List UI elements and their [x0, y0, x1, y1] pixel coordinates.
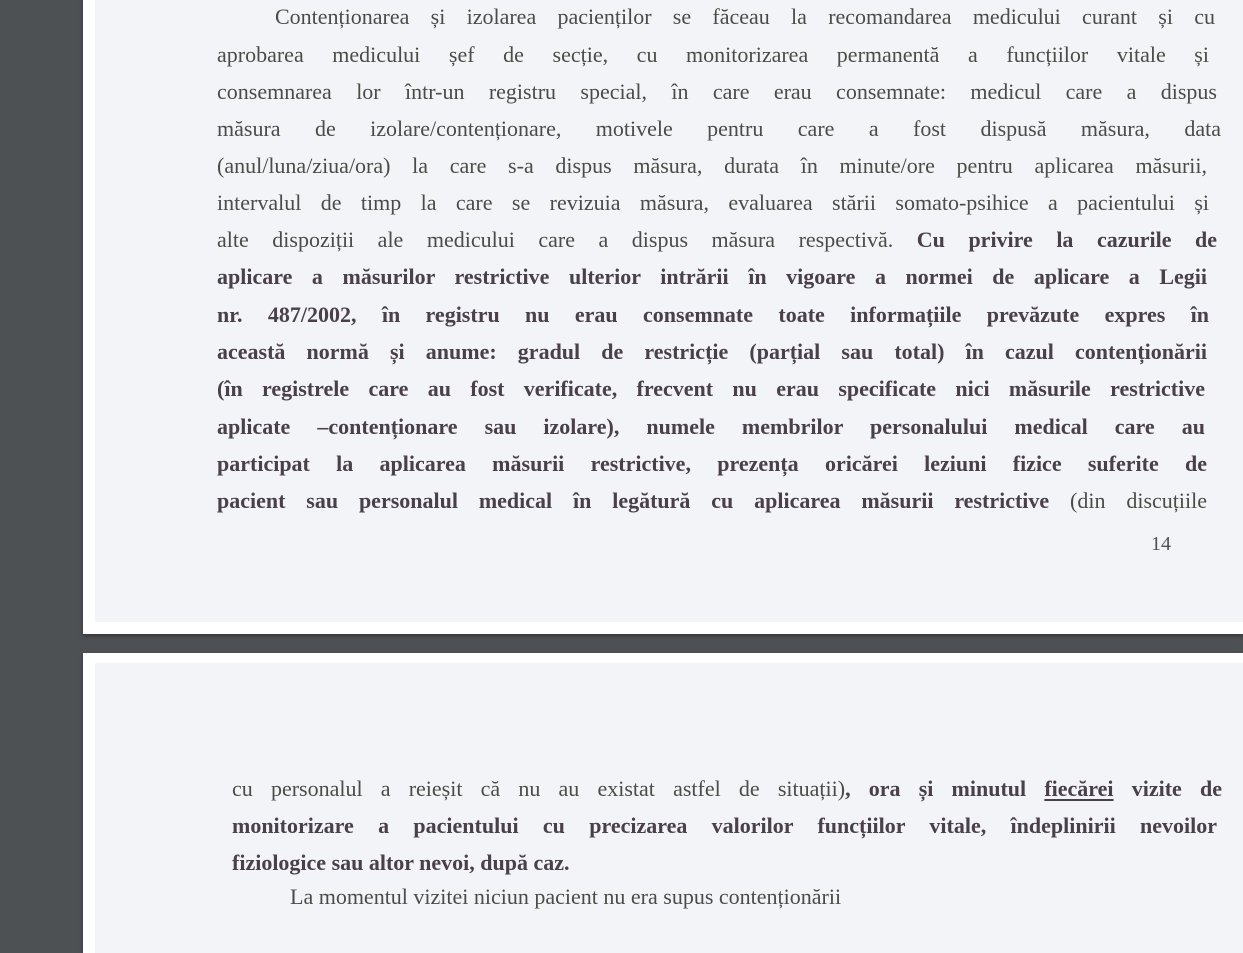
text-normal: (din discuțiile — [1070, 488, 1207, 513]
text-line: participat la aplicarea măsurii restrictive, prezența oricărei leziuni fizice suferite de — [217, 451, 1207, 476]
text-line — [232, 776, 1222, 802]
text-line — [217, 227, 1217, 253]
text-line: (anul/luna/ziua/ora) la care s-a dispus măsura, durata în minute/ore pentru aplicarea măsurii, — [217, 153, 1207, 178]
text-bold: pacient sau personalul medical în legătură cu aplicarea măsurii restrictive — [217, 488, 1050, 513]
text-line: (în registrele care au fost verificate, frecvent nu erau specificate nici măsurile restrictive — [217, 376, 1205, 401]
text-line: monitorizare a pacientului cu precizarea valorilor funcțiilor vitale, îndeplinirii nevoilor — [232, 813, 1217, 838]
text-line: măsura de izolare/contenționare, motivele pentru care a fost dispusă măsura, data — [217, 116, 1221, 141]
text-line: nr. 487/2002, în registru nu erau consemnate toate informațiile prevăzute expres în — [217, 302, 1209, 327]
text-line: Contenționarea și izolarea pacienților se făceau la recomandarea medicului curant și cu — [275, 4, 1215, 29]
text-bold: , ora și minutul — [845, 776, 1027, 801]
underlined-word: fiecărei — [1044, 776, 1114, 801]
text-bold: Cu privire la cazurile de — [916, 227, 1217, 252]
text-line: această normă și anume: gradul de restricție (parțial sau total) în cazul contenționării — [217, 339, 1207, 364]
text-line: aplicate –contenționare sau izolare), numele membrilor personalului medical care au — [217, 414, 1205, 439]
page-number: 14 — [1151, 533, 1171, 555]
text-line: aplicare a măsurilor restrictive ulterior intrării în vigoare a normei de aplicare a Legii — [217, 264, 1207, 289]
text-line: consemnarea lor într-un registru special, în care erau consemnate: medicul care a dispus — [217, 79, 1217, 104]
text-line: fiziologice sau altor nevoi, după caz. — [232, 850, 570, 875]
text-line: intervalul de timp la care se revizuia măsura, evaluarea stării somato-psihice a pacientului și — [217, 190, 1209, 215]
text-line: aprobarea medicului șef de secție, cu monitorizarea permanentă a funcțiilor vitale și — [217, 42, 1209, 67]
text-bold: vizite de — [1131, 776, 1222, 801]
text-line — [217, 488, 1207, 514]
text-normal: alte dispoziții ale medicului care a dispus măsura respectivă. — [217, 227, 894, 252]
text-normal: cu personalul a reieșit că nu au existat astfel de situații) — [232, 776, 846, 801]
text-line: La momentul vizitei niciun pacient nu era supus contenționării — [290, 884, 842, 909]
